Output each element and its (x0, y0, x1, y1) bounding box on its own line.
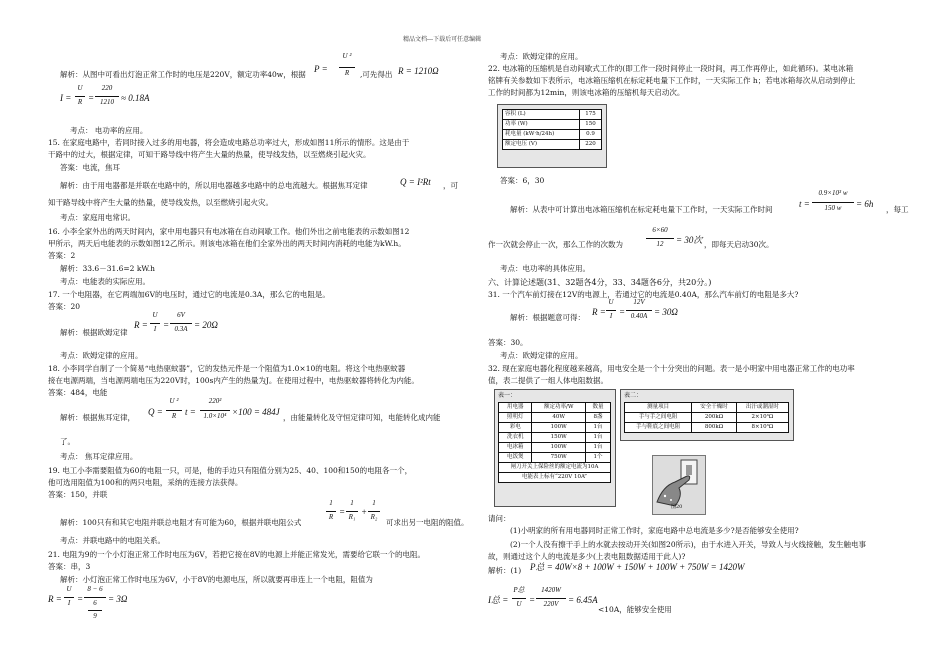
table-two-header: 安全干燥时 (692, 403, 737, 413)
formula-r21-eq: = (77, 594, 84, 604)
table-cell: 1个 (586, 453, 611, 463)
formula-i-bar2 (95, 96, 119, 97)
q19-analysis-b: 可求出另一电阻的阻值。 (386, 518, 469, 527)
q14-analysis: 解析：从图中可看出灯泡正常工作时的电压是220V，额定功率40w，根据 (60, 70, 306, 79)
fridge-key: 额定电压 (V) (503, 140, 580, 150)
formula-p19-n3: 1 (372, 499, 376, 507)
q15-topic: 考点：家庭用电常识。 (60, 213, 135, 222)
q22-analysis-2: 作一次就会停止一次，那么工作的次数为 (488, 240, 623, 249)
formula-r31-d2: 0.40A (630, 312, 648, 320)
formula-i-n2: 220 (101, 84, 113, 92)
q15-text-2: 干路中的过大，根据定律，可知干路导线中将产生大量的热量，使导线发热，以至燃烧引起火灾。 (48, 150, 371, 159)
table-cell: 150W (532, 433, 586, 443)
formula-i32-label: I总 = (488, 595, 509, 605)
page-header: 精品文档---下载后可任意编辑 (403, 36, 482, 43)
formula-n22-den: 12 (656, 240, 664, 248)
formula-r21-d2: 6 (93, 599, 97, 607)
table-cell: 200kΩ (692, 413, 737, 423)
formula-p19-bar1 (326, 511, 336, 512)
q14-analysis-b: ,可先得出 (360, 70, 393, 79)
formula-t22-bar (812, 202, 854, 203)
formula-i-eq: = (88, 93, 95, 103)
fridge-value: 150 (579, 120, 601, 130)
table-row (625, 423, 789, 433)
formula-i32-result: = 6.45A (568, 595, 598, 605)
formula-r31-result: = 30Ω (654, 307, 678, 317)
q32-conclusion: <10A，能够安全使用 (598, 605, 672, 614)
formula-joule: Q = I²Rt (400, 177, 431, 187)
formula-p-label: P = (314, 64, 328, 74)
table-two-grid (624, 402, 789, 433)
q15-answer: 答案：电流，焦耳 (60, 163, 120, 172)
q21-analysis: 解析：小灯泡正常工作时电压为6V，小于8V的电源电压，所以就要再串连上一个电阻，阻值为 (60, 575, 373, 584)
table-one-header: 额定功率/W (532, 403, 586, 413)
q16-topic: 考点：电能表的实际应用。 (60, 277, 150, 286)
fridge-key: 耗电量 (kW·h/24h) (503, 130, 580, 140)
formula-q18-result: ×100 = 484J (232, 407, 280, 417)
table-row (499, 433, 611, 443)
formula-r17-d1: I (153, 325, 157, 333)
table-two-header: 出汗或潮湿时 (736, 403, 788, 413)
section-six-title: 六、计算论述题(31、32题各4分，33、34题各6分，共20分。) (488, 278, 712, 287)
table-cell: 800kΩ (692, 423, 737, 433)
q18-analysis-2: 了。 (60, 437, 75, 446)
q15-analysis-b: ，可 (443, 181, 458, 190)
table-cell: 8×10³Ω (736, 423, 788, 433)
formula-r31-bar2 (626, 310, 652, 311)
table-cell: 1台 (586, 433, 611, 443)
table-row (499, 473, 611, 483)
formula-r17-bar1 (150, 323, 160, 324)
formula-r1210: R = 1210Ω (398, 66, 439, 76)
table-cell: 电饭煲 (499, 453, 532, 463)
q22-analysis-b: ，每工 (886, 205, 909, 214)
formula-i-result: ≈ 0.18A (121, 93, 150, 103)
formula-t22-num: 0.9×10³ w (818, 189, 848, 197)
table-row (499, 443, 611, 453)
table-cell: 100W (532, 423, 586, 433)
table-header-row (625, 403, 789, 413)
formula-r17-bar2 (170, 323, 192, 324)
table-row (625, 413, 789, 423)
q22-analysis: 解析：从表中可计算出电冰箱压缩机在标定耗电量下工作时，一天实际工作时间 (510, 205, 773, 214)
q17-topic: 考点：欧姆定律的应用。 (60, 351, 143, 360)
table-cell: 40W (532, 413, 586, 423)
formula-p19-eq: = (339, 507, 346, 517)
formula-r31-label: R = (592, 307, 606, 317)
formula-p-den: R (344, 69, 350, 77)
formula-r21-bar3 (88, 610, 102, 611)
q18-topic: 考点： 焦耳定律应用。 (60, 452, 138, 461)
formula-i32-n2: 1420W (541, 586, 561, 594)
formula-r21-d2b: 9 (93, 612, 97, 620)
q16-analysis: 解析：33.6－31.6=2 kW.h (60, 264, 155, 273)
table-two-title: 表二： (624, 392, 643, 399)
formula-q18-t: t = (185, 407, 196, 417)
formula-t22-label: t = (799, 199, 810, 209)
q31-analysis: 解析：根据题意可得： (510, 313, 585, 322)
formula-r21-n2: 8 − 6 (87, 585, 103, 593)
formula-p19-d3: R₂ (370, 513, 378, 521)
formula-p19-d1: R (328, 513, 334, 521)
formula-p-bar (339, 67, 355, 68)
q22-text-2: 铭牌有关参数如下表所示，电冰箱压缩机在标定耗电量下工作时，一天实际工作 h；若电冰箱每次从启动到停止 (488, 76, 856, 85)
table-one-title: 表一： (498, 392, 517, 399)
table-cell: 彩电 (499, 423, 532, 433)
formula-i-d2: 1210 (100, 98, 114, 106)
table-row (499, 463, 611, 473)
table-cell: 750W (532, 453, 586, 463)
formula-q18-n2: 220² (208, 397, 222, 405)
table-two-header: 测量项目 (625, 403, 692, 413)
q22-answer: 答案：6，30 (500, 176, 545, 185)
table-footer: 闸刀开关上保险丝的额定电流为10A (499, 463, 611, 473)
q18-answer: 答案：484，电能 (48, 388, 108, 397)
table-cell: 手与鞋底之间电阻 (625, 423, 692, 433)
formula-r21-d1: I (67, 599, 71, 607)
table-row (503, 140, 602, 150)
formula-i32-n1: P总 (513, 586, 525, 594)
q16-answer: 答案：2 (48, 251, 76, 260)
formula-q18-n1: U ² (169, 397, 179, 405)
formula-i-bar1 (75, 96, 85, 97)
q18-analysis: 解析：根据焦耳定律， (60, 413, 135, 422)
formula-r31-n1: U (608, 298, 614, 306)
formula-r17-d2: 0.3A (174, 325, 188, 333)
q32-text: 32. 现在家庭电器化程度越来越高，用电安全是一个十分突出的问题。表一是小明家中用电器正常工作的电功率 (488, 364, 855, 373)
table-two (620, 389, 794, 441)
formula-r21-bar2 (84, 597, 106, 598)
formula-i-n1: U (77, 84, 83, 92)
formula-q18-d2: 1.0×10⁴ (203, 412, 227, 420)
q32-prompt: 请问： (488, 514, 511, 523)
q31-text: 31. 一个汽车前灯接在12V的电源上，若通过它的电流是0.40A，那么汽车前灯的电阻是多大? (488, 290, 799, 299)
q22-text-3: 工作的时间都为12min，则该电冰箱的压缩机每天启动次。 (488, 88, 685, 97)
fridge-table (502, 109, 602, 150)
table-one (494, 389, 616, 507)
table-cell: 电冰箱 (499, 443, 532, 453)
q15-analysis-2: 知干路导线中将产生大量的热量，使导线发热，以至燃烧引起火灾。 (48, 198, 273, 207)
table-cell: 100W (532, 443, 586, 453)
table-cell: 1台 (586, 423, 611, 433)
formula-r21-label: R = (48, 594, 62, 604)
formula-i-label: I = (60, 93, 72, 103)
q17-text: 17. 一个电阻器，在它两端加6V的电压时，通过它的电流是0.3A，那么它的电阻是。 (48, 290, 330, 299)
formula-r21-result: = 3Ω (108, 594, 128, 604)
formula-n22-num: 6×60 (652, 226, 668, 234)
figure-20-caption: 图20 (671, 504, 683, 510)
fridge-value: 0.9 (579, 130, 601, 140)
q21-topic: 考点：欧姆定律的应用。 (500, 52, 583, 61)
q21-text: 21. 电阻为9的一个小灯泡正常工作时电压为6V，若把它接在8V的电源上并能正常发光，需要给它联一个的电阻。 (48, 550, 425, 559)
q19-topic: 考点：并联电路中的电阻关系。 (60, 536, 165, 545)
formula-t22-result: = 6h (856, 199, 874, 209)
table-cell: 2×10³Ω (736, 413, 788, 423)
formula-r31-bar1 (606, 310, 616, 311)
formula-q18-d1: R (171, 412, 177, 420)
formula-r17-label: R = (134, 320, 148, 330)
table-one-header: 用电器 (499, 403, 532, 413)
formula-p19-bar3 (368, 511, 380, 512)
table-cell: 洗衣机 (499, 433, 532, 443)
formula-r17-n2: 6V (177, 311, 185, 319)
table-header-row (499, 403, 611, 413)
q18-text: 18. 小李同学自制了一个简易“电热驱蚊器”，它的发热元件是一个阻值为1.0×10的电阻。将这个电热驱蚊器 (48, 364, 406, 373)
figure-20-photo (652, 455, 706, 515)
q22-text: 22. 电冰箱的压缩机是自动间歇式工作的(即工作一段时间停止一段时间，再工作再停止，如此循环)。某电冰箱 (488, 64, 854, 73)
q19-text: 19. 电工小李需要阻值为60的电阻一只，可是，他的手边只有阻值分别为25、40、100和150的电阻各一个， (48, 466, 413, 475)
formula-r21-n1: U (66, 585, 72, 593)
table-row (503, 110, 602, 120)
formula-p19-plus: + (361, 507, 368, 517)
formula-n22-result: = 30次 (676, 235, 703, 245)
table-one-header: 数量 (586, 403, 611, 413)
formula-p-num: U ² (342, 52, 352, 60)
fridge-value: 220 (579, 140, 601, 150)
q18-analysis-b: ，由能量转化及守恒定律可知，电能转化成内能 (283, 413, 441, 422)
table-row (503, 130, 602, 140)
q32-sub1: (1)小明家的所有用电器同时正常工作时，家庭电路中总电流是多少?是否能够安全使用? (510, 526, 799, 535)
formula-r31-n2: 12V (633, 298, 645, 306)
formula-q18-label: Q = (148, 407, 163, 417)
q19-analysis: 解析：100只有和其它电阻并联总电阻才有可能为60，根据并联电阻公式 (60, 518, 302, 527)
q32-sub2: (2)一个人没有擦干手上的水就去按动开关(如图20所示)，由于水进入开关，导致人与火线接触，发生触电事 (510, 540, 867, 549)
q17-answer: 答案：20 (48, 302, 81, 311)
formula-r17-result: = 20Ω (194, 320, 218, 330)
formula-n22-bar (646, 238, 674, 239)
formula-p19-bar2 (346, 511, 358, 512)
table-cell: 手与手之间电阻 (625, 413, 692, 423)
formula-q18-bar1 (166, 410, 182, 411)
formula-p19-d2: R₁ (348, 513, 356, 521)
fridge-nameplate (497, 104, 607, 168)
table-row (499, 413, 611, 423)
formula-r31-d1: I (609, 312, 613, 320)
formula-p19-n1: 1 (329, 499, 333, 507)
q32-sub2-b: 故，则通过这个人的电流是多少(上表电阻数据适用于此人)? (488, 552, 686, 561)
table-row (499, 423, 611, 433)
formula-r17-eq: = (163, 320, 170, 330)
fridge-key: 容积 (L) (503, 110, 580, 120)
q17-analysis: 解析：根据欧姆定律 (60, 328, 128, 337)
formula-r17-n1: U (152, 311, 158, 319)
formula-i32-d1: U (516, 600, 522, 608)
table-footer: 电能表上标有“220V 10A” (499, 473, 611, 483)
q32-text-2: 值，表二提供了一组人体电阻数据。 (488, 376, 608, 385)
q16-text: 16. 小李全家外出的两天时间内，家中用电器只有电冰箱在自动间歇工作。他们外出之前电能表的示数如图12 (48, 227, 410, 236)
q19-answer: 答案：150，并联 (48, 490, 108, 499)
q22-topic: 考点：电功率的具体应用。 (500, 264, 590, 273)
formula-q18-bar2 (200, 410, 230, 411)
table-row (503, 120, 602, 130)
formula-i32-d2: 220V (543, 600, 559, 608)
formula-p32: P总 = 40W×8 + 100W + 150W + 100W + 750W = 1420W (530, 562, 745, 572)
q15-text: 15. 在家庭电路中，若同时接入过多的用电器，将会造成电路总功率过大，形成如图11所示的情形。这是由于 (48, 138, 410, 147)
q18-text-2: 接在电源两端，当电源两端电压为220V时，100s内产生的热量为J。在使用过程中，电热驱蚊器将转化为内能。 (48, 376, 419, 385)
q32-analysis: 解析：(1) (488, 566, 522, 575)
table-cell: 照明灯 (499, 413, 532, 423)
q21-answer: 答案：串，3 (48, 562, 91, 571)
formula-i-d1: R (77, 98, 83, 106)
q31-topic: 考点：欧姆定律的应用。 (500, 351, 583, 360)
formula-t22-den: 150 w (824, 204, 842, 212)
q22-analysis-2b: ，即每天启动30次。 (704, 240, 774, 249)
formula-p19-n2: 1 (350, 499, 354, 507)
q14-topic: 考点： 电功率的应用。 (70, 126, 148, 135)
table-one-grid (498, 402, 611, 483)
fridge-value: 175 (579, 110, 601, 120)
q15-analysis: 解析：由于用电器都是并联在电路中的，所以用电器越多电路中的总电流越大。根据焦耳定律 (60, 181, 368, 190)
table-cell: 1台 (586, 443, 611, 453)
formula-i32-bar1 (512, 598, 526, 599)
table-cell: 8盏 (586, 413, 611, 423)
q19-text-2: 他可选用阻值为100和的两只电阻，采纳的连接方法获得。 (48, 478, 243, 487)
fridge-key: 功率 (W) (503, 120, 580, 130)
formula-i32-bar2 (536, 598, 566, 599)
formula-r21-bar1 (64, 597, 74, 598)
formula-r31-eq: = (619, 307, 626, 317)
formula-i32-eq: = (529, 595, 536, 605)
q16-text-2: 甲所示，两天后电能表的示数如图12乙所示。则该电冰箱在他们全家外出的两天时间内消耗的电能为kW.h。 (48, 239, 406, 248)
q31-answer: 答案：30。 (488, 338, 528, 347)
table-row (499, 453, 611, 463)
